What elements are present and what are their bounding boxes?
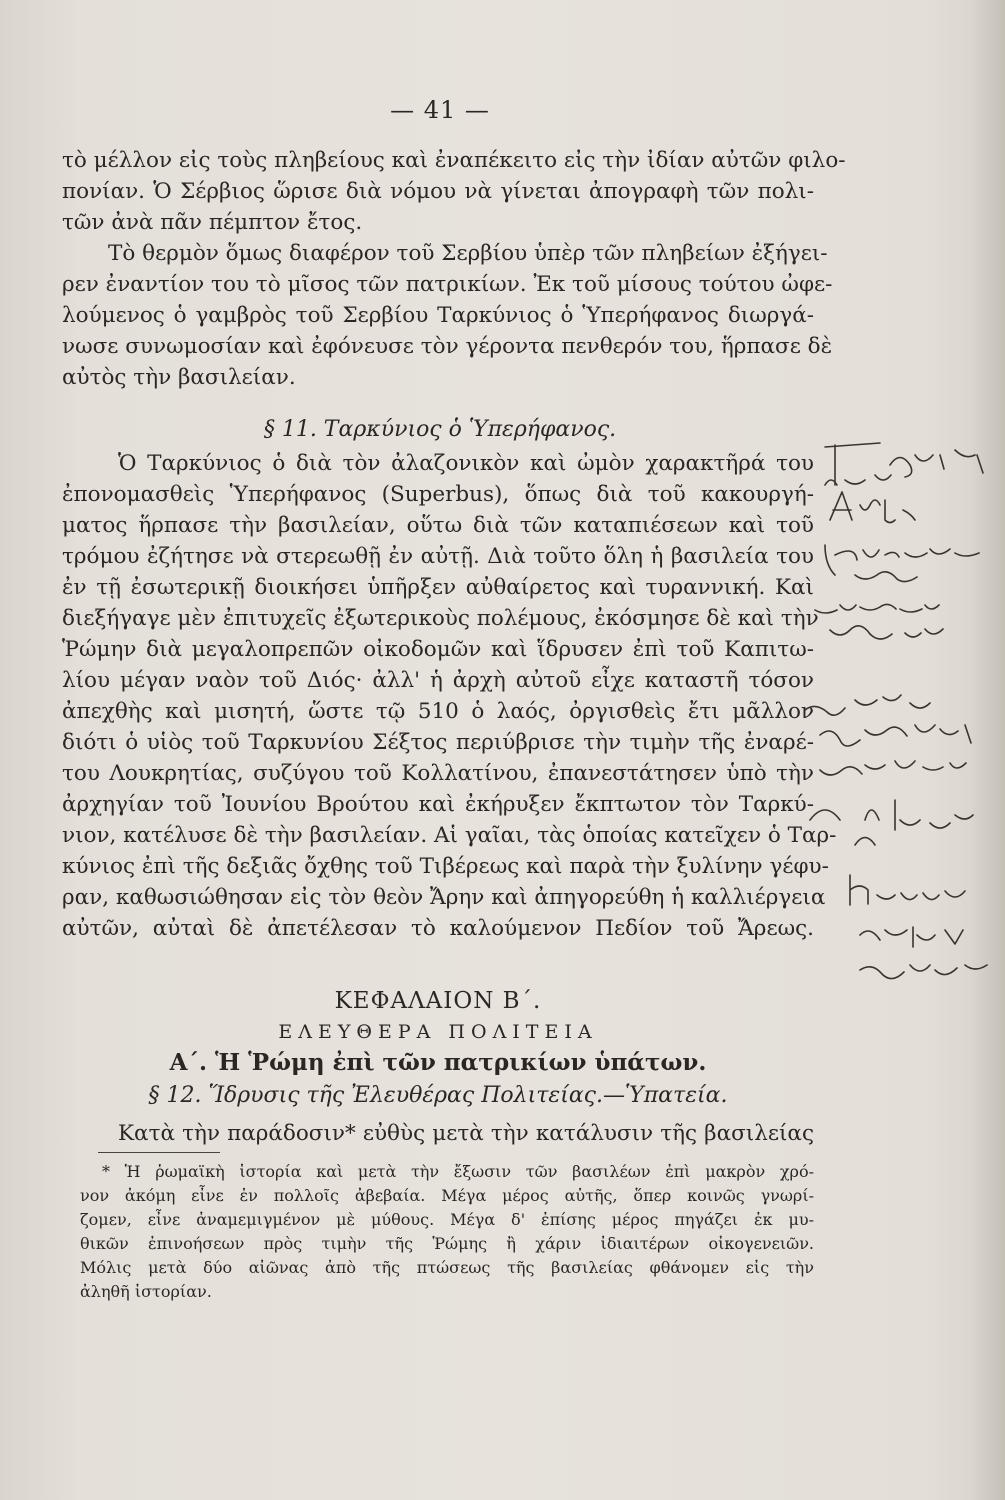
text-line: ρεν ἐναντίον του τὸ μῖσος τῶν πατρικίων. Ἐκ τοῦ μίσους τούτου ὠφε- [62,272,833,297]
chapter-subtitle: ΕΛΕΥΘΕΡΑ ΠΟΛΙΤΕΙΑ [278,1021,598,1043]
text-line: αὐτῶν, αὐταὶ δὲ ἀπετέλεσαν τὸ καλούμενον Πεδίον τοῦ Ἄρεως. [62,916,814,941]
footnote [80,1160,814,1304]
text-line: διεξήγαγε μὲν ἐπιτυχεῖς ἐξωτερικοὺς πολέμους, ἐκόσμησε δὲ καὶ τὴν [62,606,819,631]
part-heading: Α΄. Ἡ Ῥώμη ἐπὶ τῶν πατρικίων ὑπάτων. [169,1049,707,1076]
text-line: ραν, καθωσιώθησαν εἰς τὸν θεὸν Ἄρην καὶ ἀπηγορεύθη ἡ καλλιέργεια [62,885,826,910]
text-line: τὸ μέλλον εἰς τοὺς πληβείους καὶ ἐναπέκειτο εἰς τὴν ἰδίαν αὐτῶν φιλο- [62,148,846,173]
text-line: τῶν ἀνὰ πᾶν πέμπτον ἔτος. [62,210,363,235]
paragraph-tarquinius [62,448,837,944]
text-line: λίου μέγαν ναὸν τοῦ Διός· ἀλλ' ἡ ἀρχὴ αὐτοῦ εἶχε καταστῆ τόσον [62,668,814,693]
text-line: ἐπονομασθεὶς Ὑπερήφανος (Superbus), ὅπως διὰ τοῦ κακουργή- [62,482,814,507]
text-line: Κατὰ τὴν παράδοσιν* εὐθὺς μετὰ τὴν κατάλυσιν τῆς βασιλείας [118,1121,814,1146]
footnote-line: * Ἡ ῥωμαϊκὴ ἱστορία καὶ μετὰ τὴν ἔξωσιν τῶν βασιλέων ἐπὶ μακρὸν χρό- [102,1162,814,1181]
text-line: αὐτὸς τὴν βασιλείαν. [62,365,296,390]
text-line: Ῥώμην διὰ μεγαλοπρεπῶν οἰκοδομῶν καὶ ἵδρυσεν ἐπὶ τοῦ Καπιτω- [62,637,814,662]
text-line: Ὁ Ταρκύνιος ὁ διὰ τὸν ἀλαζονικὸν καὶ ὠμὸν χαρακτῆρά του [118,451,814,476]
section-11-heading: § 11. Ταρκύνιος ὁ Ὑπερήφανος. [263,417,617,442]
footnote-line: Μόλις μετὰ δύο αἰῶνας ἀπὸ τῆς πτώσεως τῆς βασιλείας φθάνομεν εἰς τὴν [80,1258,814,1277]
text-line: του Λουκρητίας, συζύγου τοῦ Κολλατίνου, ἐπανεστάτησεν ὑπὸ τὴν [62,761,814,786]
text-line: πονίαν. Ὁ Σέρβιος ὥρισε διὰ νόμου νὰ γίνεται ἀπογραφὴ τῶν πολι- [62,179,814,204]
footnote-line: νον ἀκόμη εἶνε ἐν πολλοῖς ἀβεβαία. Μέγα μέρος αὐτῆς, ὅπερ κοινῶς γνωρί- [80,1186,814,1205]
text-line: ἐν τῇ ἐσωτερικῇ διοικήσει ὑπῆρξεν αὐθαίρετος καὶ τυραννική. Καὶ [62,575,814,600]
text-line: Τὸ θερμὸν ὅμως διαφέρον τοῦ Σερβίου ὑπὲρ τῶν πληβείων ἐξήγει- [108,241,828,266]
footnote-line: ἀληθῆ ἱστορίαν. [80,1282,212,1301]
text-line: ἀρχηγίαν τοῦ Ἰουνίου Βρούτου καὶ ἐκήρυξεν ἔκπτωτον τὸν Ταρκύ- [62,792,814,817]
text-line: ἀπεχθὴς καὶ μισητή, ὥστε τῷ 510 ὁ λαός, ὀργισθεὶς ἔτι μᾶλλον [62,699,814,724]
section-12-heading: § 12. Ἵδρυσις τῆς Ἐλευθέρας Πολιτείας.—Ὑπατεία. [148,1083,728,1108]
chapter-title: ΚΕΦΑΛΑΙΟΝ Β΄. [334,988,542,1014]
handwritten-margin-notes [805,425,1000,1025]
text-line: λούμενος ὁ γαμβρὸς τοῦ Σερβίου Ταρκύνιος ὁ Ὑπερήφανος διωργά- [62,303,814,328]
footnote-line: θικῶν ἐπινοήσεων πρὸς τιμὴν τῆς Ῥώμης ἢ χάριν ἰδιαιτέρων οἰκογενειῶν. [80,1234,814,1253]
text-line: νιον, κατέλυσε δὲ τὴν βασιλείαν. Αἱ γαῖαι, τὰς ὁποίας κατεῖχεν ὁ Ταρ- [62,823,837,848]
paragraph-servius [62,145,846,393]
text-line: τρόμου ἐζήτησε νὰ στερεωθῇ ἐν αὐτῇ. Διὰ τοῦτο ὅλη ἡ βασιλεία του [62,544,814,569]
footnote-line: ζομεν, εἶνε ἀναμεμιγμένον μὲ μύθους. Μέγα δ' ἐπίσης μέρος πηγάζει ἐκ μυ- [80,1210,814,1229]
page-number: — 41 — [390,96,490,124]
text-line: ματος ἥρπασε τὴν βασιλείαν, οὕτω διὰ τῶν καταπιέσεων καὶ τοῦ [62,513,814,538]
text-line: κύνιος ἐπὶ τῆς δεξιᾶς ὄχθης τοῦ Τιβέρεως καὶ παρὰ τὴν ξυλίνην γέφυ- [62,854,829,879]
paragraph-republic [62,1118,814,1149]
text-line: νωσε συνωμοσίαν καὶ ἐφόνευσε τὸν γέροντα πενθερόν του, ἥρπασε δὲ [62,334,833,359]
text-line: διότι ὁ υἱὸς τοῦ Ταρκυνίου Σέξτος περιύβρισε τὴν τιμὴν τῆς ἐναρέ- [62,730,814,755]
footnote-rule [98,1152,220,1153]
